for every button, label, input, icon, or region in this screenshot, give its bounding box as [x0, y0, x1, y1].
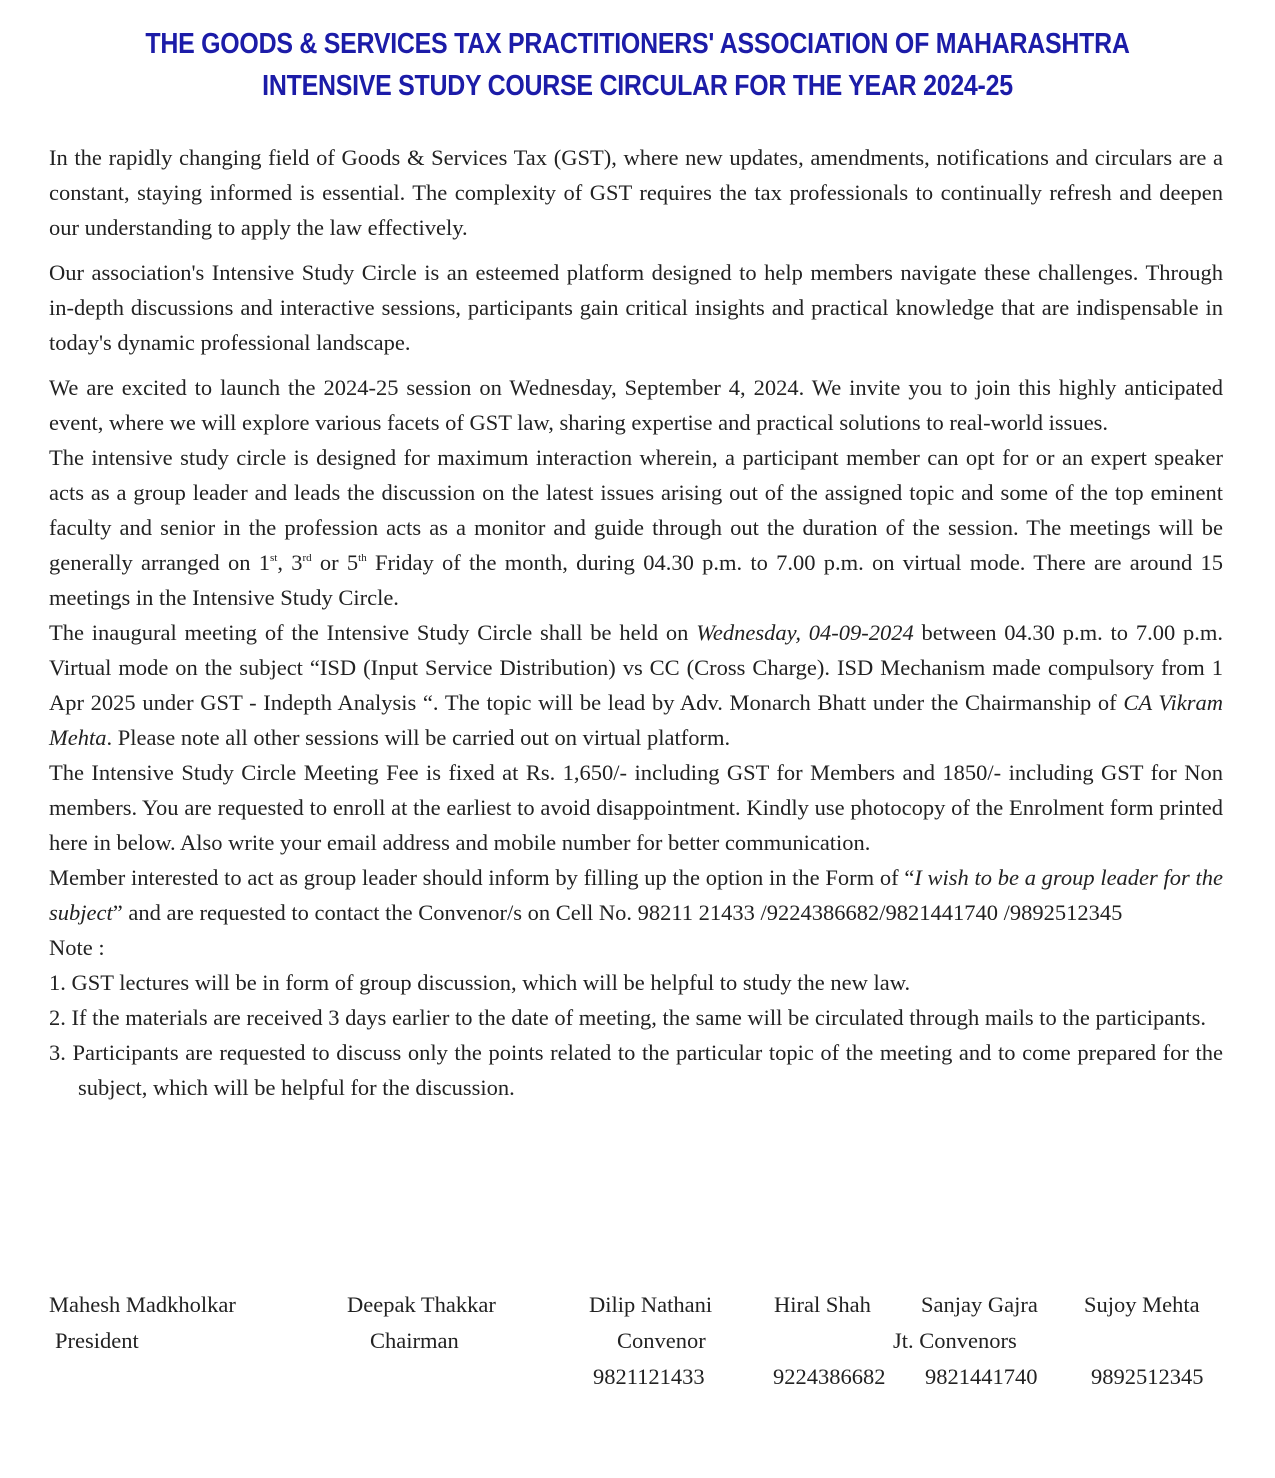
- signatory-name-jt-convenor-2: Sanjay Gajra: [921, 1292, 1038, 1317]
- note-item: 1. GST lectures will be in form of group discussion, which will be helpful to study the new law.: [49, 970, 911, 995]
- note-heading: Note :: [49, 935, 105, 960]
- note-item: 3. Participants are requested to discuss only the points related to the particular topic of the meeting and to come prepared for the subject, which will be helpful for the discussion.: [49, 1040, 1223, 1100]
- phone-jt-convenor-1: 9224386682: [773, 1364, 886, 1389]
- circular-body: [49, 140, 1223, 1105]
- paragraph-study-circle: Our association's Intensive Study Circle is an esteemed platform designed to help members navigate these challenges. Through in-depth discussions and interactive sessions, participants gain critical insights and practical knowledge that are indispensable in today's dynamic professional landscape.: [49, 260, 1223, 355]
- paragraph-group-leader: Member interested to act as group leader should inform by filling up the option in the Form of “I wish to be a group leader for the subject” and are requested to contact the Convenor/s on Cell No. 98211 21433 /9224386682/9821441740 /9892512345: [49, 865, 1223, 925]
- paragraph-launch: We are excited to launch the 2024-25 session on Wednesday, September 4, 2024. We invite you to join this highly anticipated event, where we will explore various facets of GST law, sharing expertise and practical solutions to real-world issues.: [49, 375, 1223, 435]
- paragraph-inaugural: The inaugural meeting of the Intensive Study Circle shall be held on Wednesday, 04-09-2024 between 04.30 p.m. to 7.00 p.m. Virtual mode on the subject “ISD (Input Service Distribution) vs CC (Cross Charge). ISD Mechanism made compulsory from 1 Apr 2025 under GST - Indepth Analysis “. The topic will be lead by Adv. Monarch Bhatt under the Chairmanship of CA Vikram Mehta. Please note all other sessions will be carried out on virtual platform.: [49, 620, 1224, 750]
- signatory-name-president: Mahesh Madkholkar: [49, 1292, 236, 1317]
- note-item: 2. If the materials are received 3 days earlier to the date of meeting, the same will be circulated through mails to the participants.: [49, 1005, 1207, 1030]
- role-chairman: Chairman: [370, 1328, 459, 1353]
- signatory-name-jt-convenor-1: Hiral Shah: [774, 1292, 871, 1317]
- note-list: [49, 965, 1223, 1105]
- role-jt-convenors: Jt. Convenors: [893, 1328, 1017, 1353]
- role-convenor: Convenor: [617, 1328, 706, 1353]
- title-line-1: THE GOODS & SERVICES TAX PRACTITIONERS' ASSOCIATION OF MAHARASHTRA: [145, 28, 1130, 60]
- paragraph-format: The intensive study circle is designed for maximum interaction wherein, a participant member can opt for or an expert speaker acts as a group leader and leads the discussion on the latest issues arising out of the assigned topic and some of the top eminent faculty and senior in the profession acts as a monitor and guide through out the duration of the session. The meetings will be generally arranged on 1st, 3rd or 5th Friday of the month, during 04.30 p.m. to 7.00 p.m. on virtual mode. There are around 15 meetings in the Intensive Study Circle.: [49, 445, 1224, 610]
- chairman-name: CA Vikram Mehta: [49, 690, 1223, 750]
- phone-convenor: 9821121433: [593, 1364, 705, 1389]
- role-president: President: [55, 1328, 139, 1353]
- paragraph-fee: The Intensive Study Circle Meeting Fee is fixed at Rs. 1,650/- including GST for Members and 1850/- including GST for Non members. You are requested to enroll at the earliest to avoid disappointment. Kindly use photocopy of the Enrolment form printed here in below. Also write your email address and mobile number for better communication.: [49, 760, 1223, 855]
- paragraph-intro: In the rapidly changing field of Goods & Services Tax (GST), where new updates, amendments, notifications and circulars are a constant, staying informed is essential. The complexity of GST requires the tax professionals to continually refresh and deepen our understanding to apply the law effectively.: [49, 145, 1223, 240]
- phone-jt-convenor-3: 9892512345: [1091, 1364, 1204, 1389]
- title-line-2: INTENSIVE STUDY COURSE CIRCULAR FOR THE YEAR 2024-25: [262, 70, 1013, 102]
- signatory-name-chairman: Deepak Thakkar: [347, 1292, 496, 1317]
- inaugural-date: Wednesday, 04-09-2024: [696, 620, 914, 645]
- phone-jt-convenor-2: 9821441740: [925, 1364, 1038, 1389]
- group-leader-option: I wish to be a group leader for the subject: [49, 865, 1223, 925]
- signatory-name-jt-convenor-3: Sujoy Mehta: [1084, 1292, 1200, 1317]
- signatory-name-convenor: Dilip Nathani: [589, 1292, 713, 1317]
